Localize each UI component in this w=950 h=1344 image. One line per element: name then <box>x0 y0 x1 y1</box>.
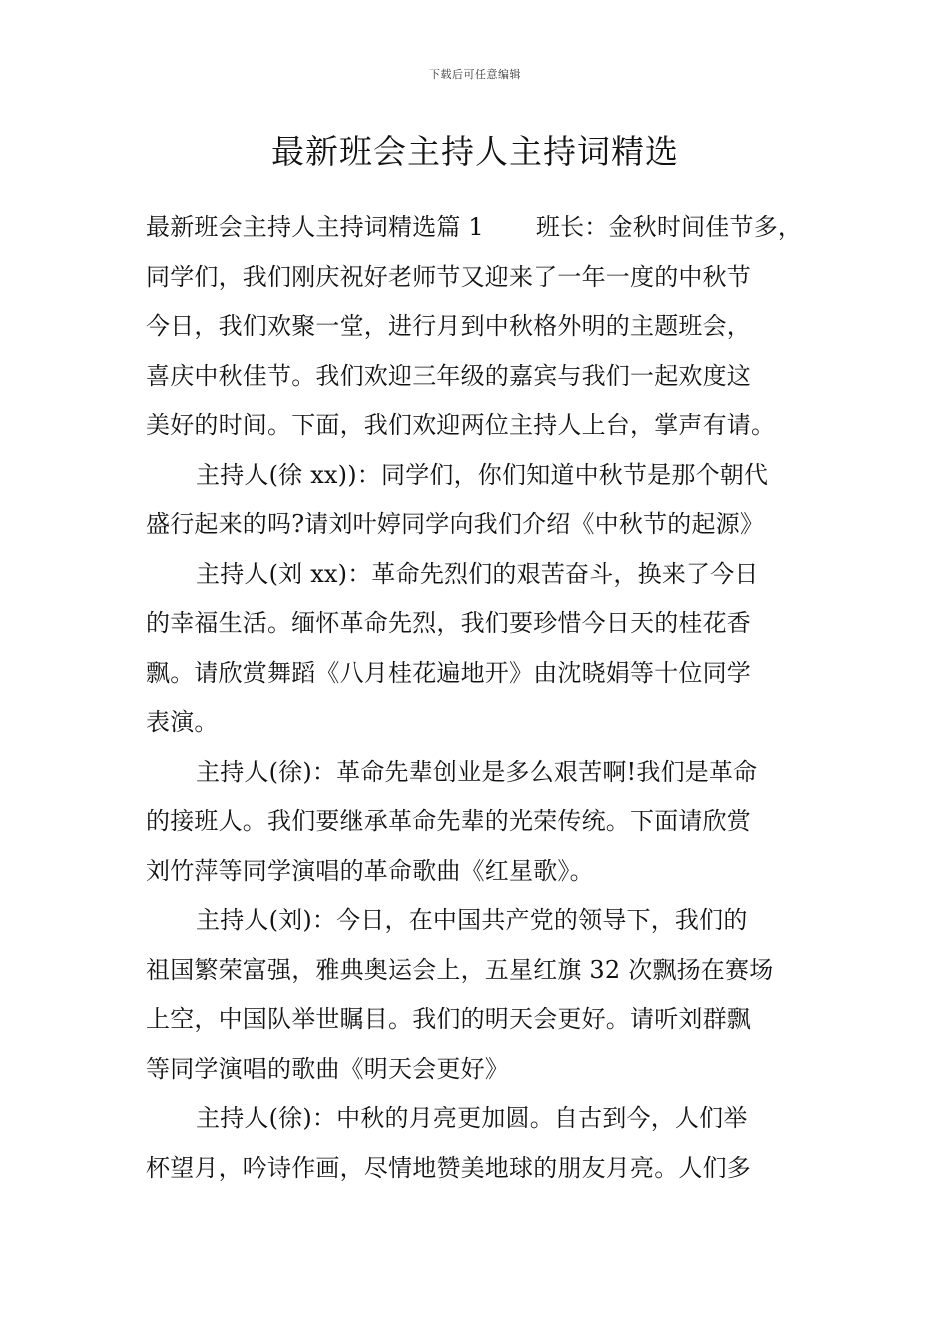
body-line-8: 主持人(刘 xx)：革命先烈们的艰苦奋斗，换来了今日 <box>196 559 759 588</box>
section-heading: 最新班会主持人主持词精选篇 1 <box>146 213 484 241</box>
body-line-20: 杯望月，吟诗作画，尽情地赞美地球的朋友月亮。人们多 <box>146 1153 751 1182</box>
header-note: 下载后可任意编辑 <box>429 68 521 81</box>
body-line-2: 同学们，我们刚庆祝好老师节又迎来了一年一度的中秋节 <box>146 262 751 291</box>
section-heading-text: 班长：金秋时间佳节多， <box>535 213 803 241</box>
body-line-10: 飘。请欣赏舞蹈《八月桂花遍地开》由沈晓娟等十位同学 <box>146 658 751 687</box>
body-line-19: 主持人(徐)：中秋的月亮更加圆。自古到今，人们举 <box>196 1104 748 1132</box>
document-title: 最新班会主持人主持词精选 <box>271 132 679 171</box>
body-line-9: 的幸福生活。缅怀革命先烈，我们要珍惜今日天的桂花香 <box>146 609 751 637</box>
body-line-11: 表演。 <box>146 708 219 736</box>
body-line-3: 今日，我们欢聚一堂，进行月到中秋格外明的主题班会， <box>146 312 751 340</box>
body-line-12: 主持人(徐)：革命先辈创业是多么艰苦啊!我们是革命 <box>196 757 758 786</box>
body-line-14: 刘竹萍等同学演唱的革命歌曲《红星歌》。 <box>146 856 594 885</box>
body-line-17: 上空，中国队举世瞩目。我们的明天会更好。请听刘群飘 <box>146 1005 751 1033</box>
body-line-6: 主持人(徐 xx))：同学们，你们知道中秋节是那个朝代 <box>196 460 769 489</box>
body-line-7: 盛行起来的吗?请刘叶婷同学向我们介绍《中秋节的起源》 <box>146 510 765 538</box>
body-line-18: 等同学演唱的歌曲《明天会更好》 <box>146 1054 509 1083</box>
body-line-1 <box>146 203 814 253</box>
document-body <box>146 203 814 1193</box>
body-line-15: 主持人(刘)：今日，在中国共产党的领导下，我们的 <box>196 906 748 934</box>
body-line-4: 喜庆中秋佳节。我们欢迎三年级的嘉宾与我们一起欢度这 <box>146 361 751 390</box>
body-line-13: 的接班人。我们要继承革命先辈的光荣传统。下面请欣赏 <box>146 807 751 835</box>
body-line-5: 美好的时间。下面，我们欢迎两位主持人上台，掌声有请。 <box>146 411 776 439</box>
body-line-16: 祖国繁荣富强，雅典奥运会上，五星红旗 32 次飘扬在赛场 <box>146 955 774 984</box>
